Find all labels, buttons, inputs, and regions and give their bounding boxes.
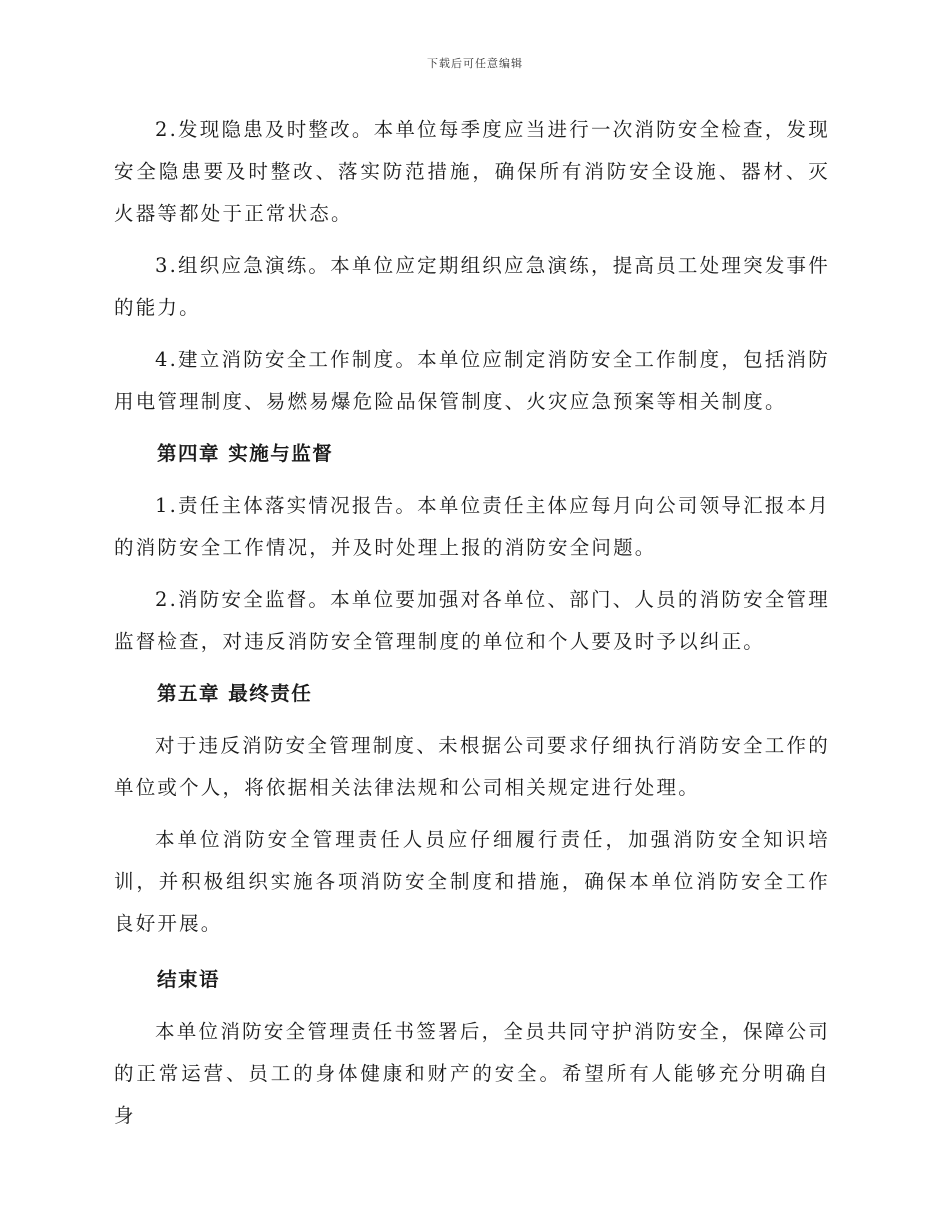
heading-chapter-four: 第四章 实施与监督 <box>157 442 334 465</box>
page-header: 下载后可任意编辑 <box>427 57 523 70</box>
paragraph-personnel-duties: 本单位消防安全管理责任人员应仔细履行责任，加强消防安全知识培训，并积极组织实施各项消防安全制度和措施，确保本单位消防安全工作良好开展。 <box>114 828 830 935</box>
paragraph-emergency-drills: 3.组织应急演练。本单位应定期组织应急演练，提高员工处理突发事件的能力。 <box>114 254 830 319</box>
paragraph-safety-supervision: 2.消防安全监督。本单位要加强对各单位、部门、人员的消防安全管理监督检查，对违反消防安全管理制度的单位和个人要及时予以纠正。 <box>114 588 830 653</box>
paragraph-responsibility-report: 1.责任主体落实情况报告。本单位责任主体应每月向公司领导汇报本月的消防安全工作情况，并及时处理上报的消防安全问题。 <box>114 494 830 559</box>
paragraph-conclusion: 本单位消防安全管理责任书签署后，全员共同守护消防安全，保障公司的正常运营、员工的身体健康和财产的安全。希望所有人能够充分明确自身 <box>114 1020 830 1127</box>
paragraph-safety-system: 4.建立消防安全工作制度。本单位应制定消防安全工作制度，包括消防用电管理制度、易燃易爆危险品保管制度、火灾应急预案等相关制度。 <box>114 348 830 413</box>
heading-conclusion: 结束语 <box>157 968 221 991</box>
paragraph-violations: 对于违反消防安全管理制度、未根据公司要求仔细执行消防安全工作的单位或个人，将依据相关法律法规和公司相关规定进行处理。 <box>114 734 830 799</box>
paragraph-fix-hazards: 2.发现隐患及时整改。本单位每季度应当进行一次消防安全检查，发现安全隐患要及时整改、落实防范措施，确保所有消防安全设施、器材、灭火器等都处于正常状态。 <box>114 118 830 225</box>
heading-chapter-five: 第五章 最终责任 <box>157 682 313 705</box>
document-body <box>114 109 830 1147</box>
